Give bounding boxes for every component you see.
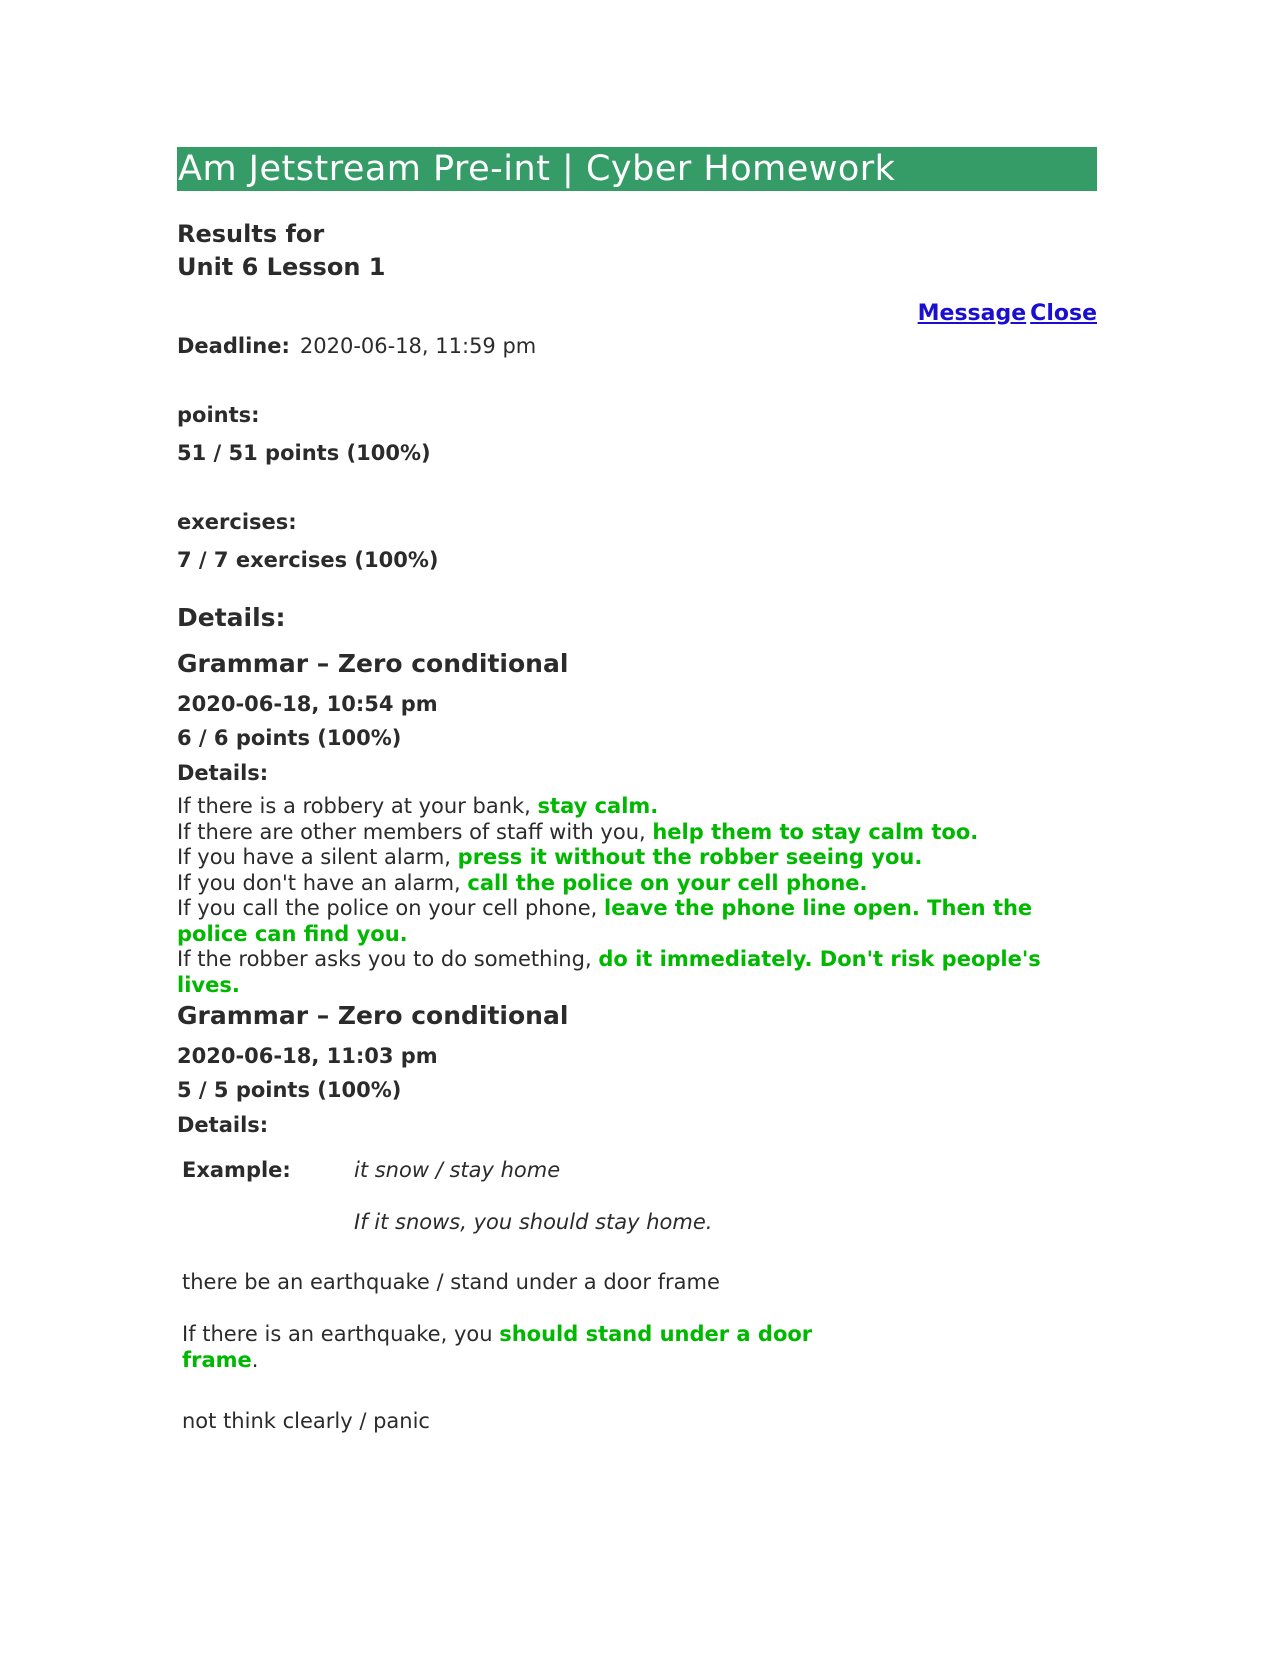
answer-text: help them to stay calm too.	[652, 819, 979, 844]
answer-prompt: If there is a robbery at your bank,	[177, 794, 538, 818]
answer-prompt: If you call the police on your cell phone,	[177, 896, 605, 920]
item-answer	[182, 1321, 1097, 1373]
answer-prompt: If you have a silent alarm,	[177, 845, 458, 869]
example-row	[182, 1157, 1097, 1183]
example-answer: If it snows, you should stay home.	[354, 1210, 713, 1234]
answer-line	[177, 845, 1097, 871]
item-prompt: there be an earthquake / stand under a door frame	[182, 1270, 720, 1294]
exercise-date: 2020-06-18, 11:03 pm	[177, 1044, 438, 1068]
answer-line	[177, 896, 1097, 947]
results-page	[177, 147, 1097, 1434]
answer-line	[177, 820, 1097, 846]
close-link[interactable]: Close	[1030, 301, 1097, 326]
answer-prompt: If you don't have an alarm,	[177, 870, 468, 895]
deadline-row	[177, 332, 1097, 360]
example-block	[182, 1157, 1097, 1235]
message-link[interactable]: Message	[917, 301, 1027, 326]
answer-text: do it immediately. Don't risk people's lives.	[177, 947, 1041, 997]
exercise-details-label: Details:	[177, 1113, 269, 1137]
exercise-date: 2020-06-18, 10:54 pm	[177, 692, 438, 716]
exercise-title: Grammar – Zero conditional	[177, 649, 569, 678]
exercise-2	[177, 1000, 1097, 1434]
deadline-value: 2020-06-18, 11:59 pm	[299, 334, 537, 358]
exercises-value: 7 / 7 exercises (100%)	[177, 548, 439, 572]
example-answer-row	[182, 1209, 1097, 1235]
example-label: Example:	[182, 1158, 291, 1182]
answer-text: call the police on your cell phone.	[467, 870, 868, 895]
action-links	[177, 300, 1097, 328]
item-answer-end: .	[251, 1348, 259, 1372]
details-heading: Details:	[177, 603, 286, 632]
exercise-1	[177, 648, 1097, 998]
exercises-label: exercises:	[177, 510, 297, 534]
item-answer-green: should stand under a door	[499, 1322, 813, 1346]
item-answer-green-cont: frame	[182, 1348, 252, 1372]
answer-text: leave the phone line open. Then the police can find you.	[177, 896, 1033, 946]
answer-line	[177, 947, 1097, 998]
exercise-points: 5 / 5 points (100%)	[177, 1078, 402, 1102]
answer-prompt: If there are other members of staff with you,	[177, 819, 653, 844]
deadline-label: Deadline:	[177, 334, 290, 358]
lesson-title: Unit 6 Lesson 1	[177, 253, 386, 281]
answer-prompt: If the robber asks you to do something,	[177, 947, 599, 971]
results-for-label: Results for	[177, 220, 325, 248]
example-prompt: it snow / stay home	[354, 1158, 561, 1182]
answer-text: stay calm.	[537, 794, 659, 818]
answer-text: press it without the robber seeing you.	[457, 845, 923, 869]
points-value: 51 / 51 points (100%)	[177, 441, 431, 465]
exercise-details-label: Details:	[177, 761, 269, 785]
answer-list	[177, 794, 1097, 998]
points-label: points:	[177, 403, 260, 427]
item-answer-start: If there is an earthquake, you	[182, 1322, 500, 1346]
answer-line	[177, 794, 1097, 820]
exercise-points: 6 / 6 points (100%)	[177, 726, 402, 750]
item-prompt: not think clearly / panic	[182, 1409, 430, 1433]
results-heading	[177, 218, 1097, 284]
app-title-bar: Am Jetstream Pre-int | Cyber Homework	[177, 147, 1097, 191]
exercise-title: Grammar – Zero conditional	[177, 1001, 569, 1030]
answer-line	[177, 871, 1097, 897]
